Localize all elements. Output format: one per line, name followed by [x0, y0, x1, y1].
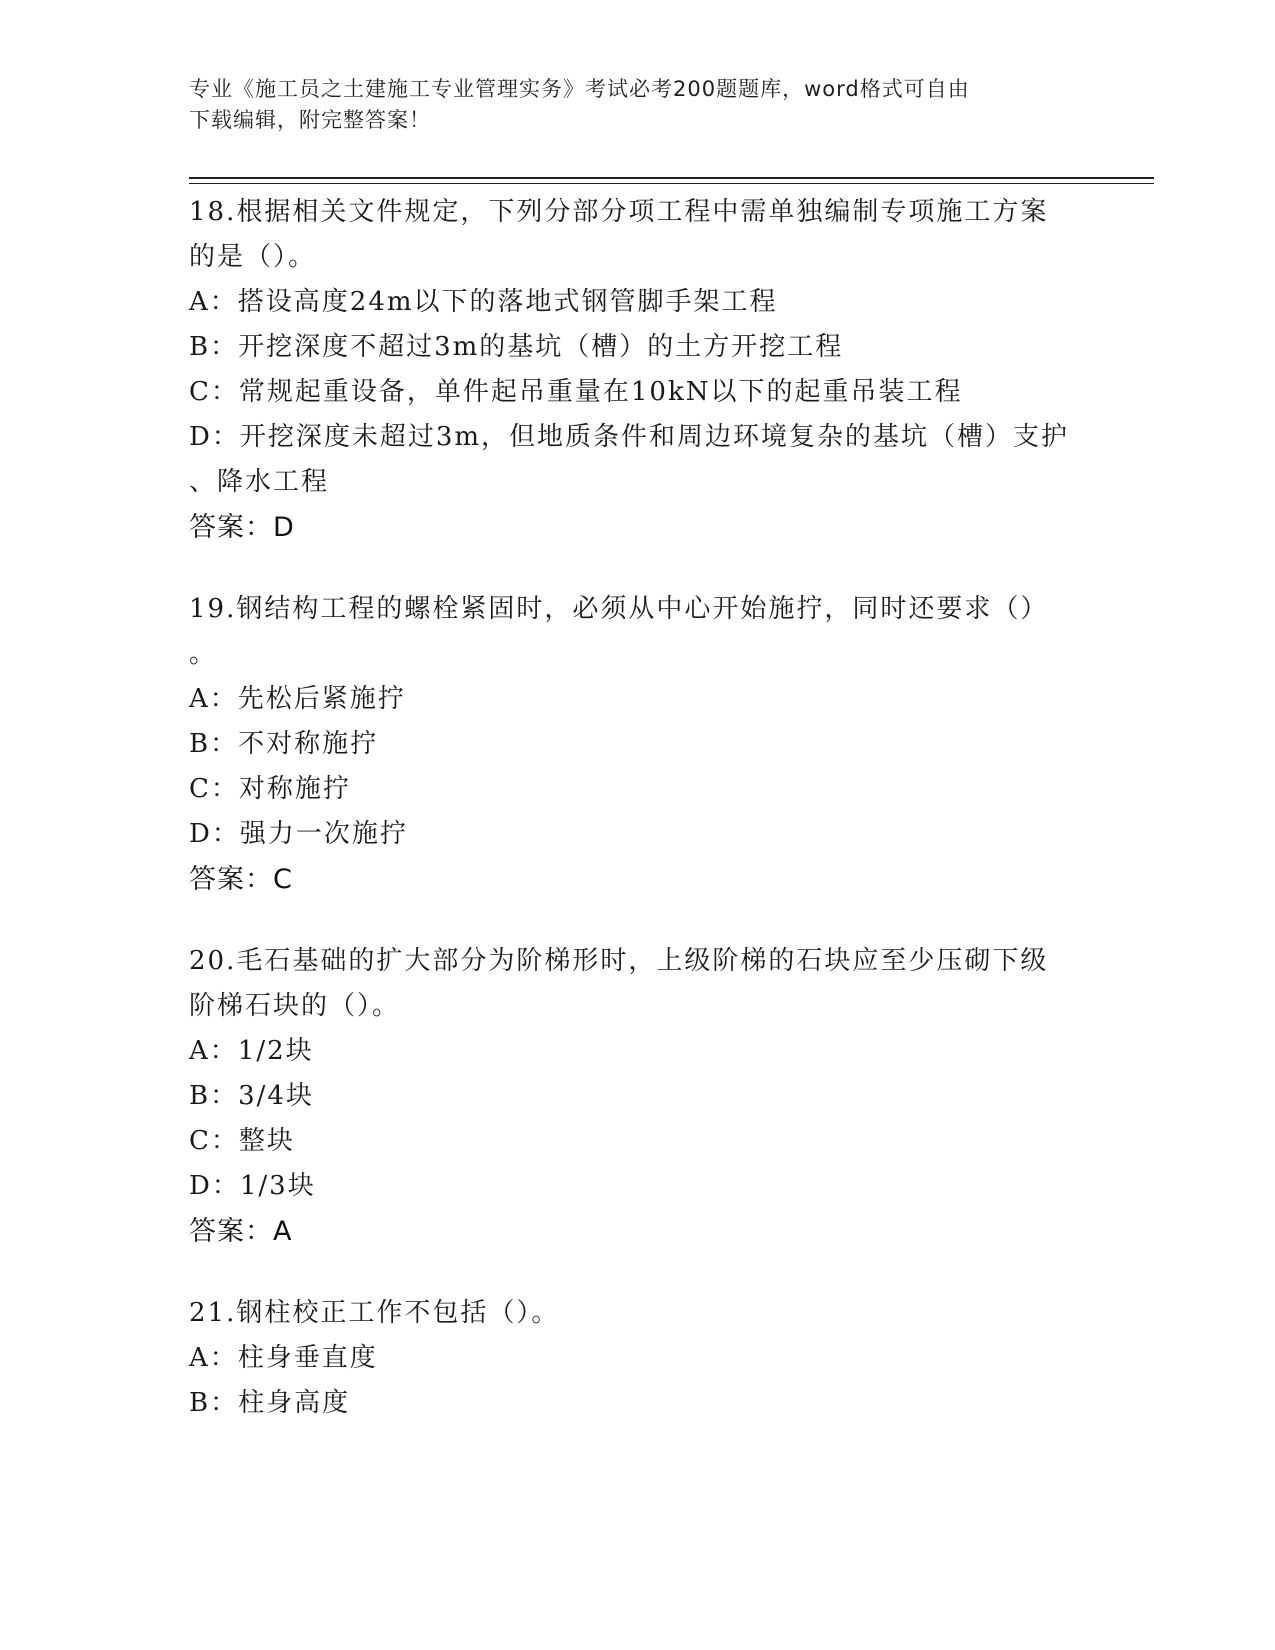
option-b: B：3/4块 [189, 1081, 314, 1111]
document-header [189, 74, 1069, 136]
answer: 答案：D [189, 512, 295, 543]
option-a: A：搭设高度24m以下的落地式钢管脚手架工程 [189, 287, 778, 317]
header-line-2: 下载编辑，附完整答案！ [189, 108, 431, 132]
option-c: C：对称施拧 [189, 774, 351, 804]
question-text-line: 18.根据相关文件规定，下列分部分项工程中需单独编制专项施工方案 [189, 197, 1049, 227]
question-20 [189, 939, 1079, 1254]
question-text-line: 的是（）。 [189, 242, 317, 272]
option-d-continued: 、降水工程 [189, 467, 330, 497]
option-a: A：1/2块 [189, 1036, 314, 1066]
question-text-line: 。 [189, 639, 218, 669]
option-c: C：常规起重设备，单件起吊重量在10kN以下的起重吊装工程 [189, 377, 963, 407]
header-divider-thick [189, 177, 1154, 179]
question-19 [189, 587, 1079, 902]
option-b: B：柱身高度 [189, 1388, 351, 1418]
header-line-1: 专业《施工员之土建施工专业管理实务》考试必考200题题库，word格式可自由 [189, 77, 970, 101]
question-text-line: 21.钢柱校正工作不包括（）。 [189, 1298, 560, 1328]
option-d: D：开挖深度未超过3m，但地质条件和周边环境复杂的基坑（槽）支护 [189, 422, 1070, 452]
question-21 [189, 1291, 1079, 1426]
option-b: B：开挖深度不超过3m的基坑（槽）的土方开挖工程 [189, 332, 844, 362]
option-c: C：整块 [189, 1126, 295, 1156]
question-list [189, 190, 1079, 1463]
option-b: B：不对称施拧 [189, 729, 379, 759]
question-text-line: 20.毛石基础的扩大部分为阶梯形时，上级阶梯的石块应至少压砌下级 [189, 946, 1049, 976]
question-text-line: 阶梯石块的（）。 [189, 991, 401, 1021]
option-d: D：强力一次施拧 [189, 819, 408, 849]
option-a: A：柱身垂直度 [189, 1343, 378, 1373]
header-divider-thin [189, 183, 1154, 184]
option-a: A：先松后紧施拧 [189, 684, 406, 714]
answer: 答案：C [189, 864, 293, 895]
question-text-line: 19.钢结构工程的螺栓紧固时，必须从中心开始施拧，同时还要求（） [189, 594, 1049, 624]
option-d: D：1/3块 [189, 1171, 316, 1201]
answer: 答案：A [189, 1216, 293, 1247]
question-18 [189, 190, 1079, 550]
